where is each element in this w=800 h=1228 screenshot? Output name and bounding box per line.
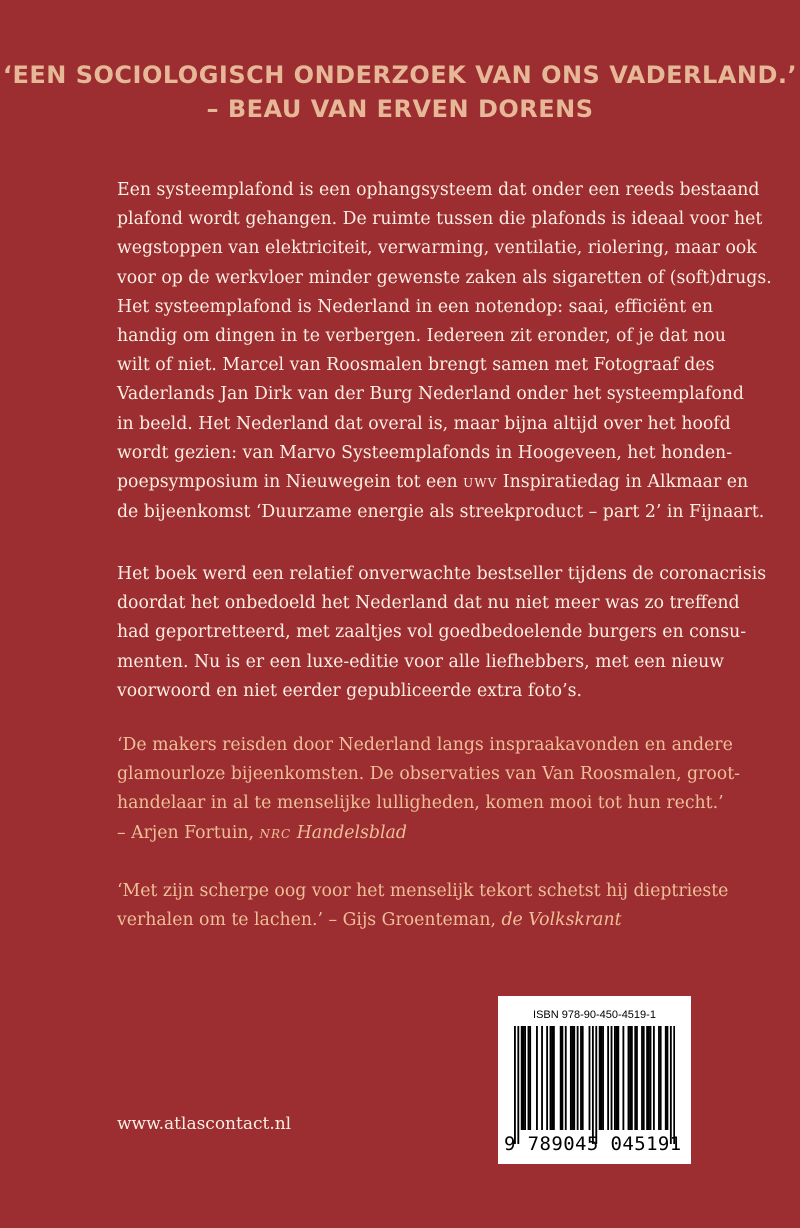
text-line: doordat het onbedoeld het Nederland dat nu niet meer was zo treffend: [117, 593, 740, 614]
quote-line: glamourloze bijeenkomsten. De observaties van Van Roosmalen, groot-: [117, 764, 740, 785]
barcode-bar: [550, 1026, 552, 1130]
barcode-bar: [628, 1026, 630, 1130]
barcode-bar: [658, 1026, 660, 1130]
barcode-bar: [653, 1026, 655, 1130]
barcode-bar: [614, 1026, 616, 1130]
barcode-guard-bar: [517, 1026, 519, 1144]
barcode-bar: [577, 1026, 579, 1130]
barcode-guard-bar: [595, 1026, 597, 1144]
barcode-bar: [589, 1026, 591, 1130]
text-line: wilt of niet. Marcel van Roosmalen brengt samen met Fotograaf des: [117, 355, 715, 376]
text-line: [117, 468, 749, 498]
review-quote-1: [117, 731, 740, 849]
text-line: had geportretteerd, met zaaltjes vol goedbedoelende burgers en consu-: [117, 622, 747, 643]
barcode-bar: [646, 1026, 648, 1130]
text-line: Vaderlands Jan Dirk van der Burg Nederland onder het systeemplafond: [117, 384, 744, 405]
source-smallcaps: NRC: [259, 826, 292, 841]
quote-line: handelaar in al te menselijke lulligheden, komen mooi tot hun recht.’: [117, 793, 724, 814]
barcode-bar: [570, 1026, 572, 1130]
barcode-bar: [521, 1026, 523, 1130]
barcode-bar: [617, 1026, 619, 1130]
barcode-bar: [602, 1026, 604, 1130]
source-title: de Volkskrant: [501, 910, 622, 931]
barcode-bar: [528, 1026, 530, 1130]
barcode-bar: [599, 1026, 601, 1130]
barcode-guard-bar: [670, 1026, 672, 1144]
barcode-bar: [551, 1026, 553, 1130]
text-line: menten. Nu is er een luxe-editie voor alle liefhebbers, met een nieuw: [117, 651, 725, 672]
text-line: handig om dingen in te verbergen. Iedereen zit eronder, of je dat nou: [117, 326, 726, 347]
isbn-label: ISBN 978-90-450-4519-1: [533, 1009, 656, 1021]
isbn-digits: 9 789045 045191: [504, 1133, 682, 1155]
quote-line: [117, 906, 717, 935]
barcode-bar: [600, 1026, 602, 1130]
barcode-bar: [546, 1026, 548, 1130]
text-line: Een systeemplafond is een ophangsysteem dat onder een reeds bestaand: [117, 180, 760, 200]
text-line: in beeld. Het Nederland dat overal is, maar bijna altijd over het hoofd: [117, 413, 731, 434]
barcode-bar: [636, 1026, 638, 1130]
blurb-paragraph-2: [117, 560, 767, 706]
barcode-bar: [573, 1026, 575, 1130]
barcode-bar: [561, 1026, 563, 1130]
barcode-bar: [634, 1026, 636, 1130]
quote-line: ‘Met zijn scherpe oog voor het menselijk tekort schetst hij dieptrieste: [117, 881, 729, 901]
barcode-bar: [582, 1026, 584, 1130]
review-quote-2: [117, 877, 729, 935]
reviewer: – Arjen Fortuin,: [117, 822, 260, 843]
barcode-bar: [629, 1026, 631, 1130]
barcode-bar: [524, 1026, 526, 1130]
barcode-bar: [631, 1026, 633, 1130]
text-segment: Inspiratiedag in Alkmaar en: [497, 472, 749, 493]
text-line: Het boek werd een relatief onverwachte bestseller tijdens de coronacrisis: [117, 564, 767, 584]
barcode-bar: [667, 1026, 669, 1130]
barcode-guard-bar: [592, 1026, 594, 1144]
quote-attribution: [117, 819, 717, 849]
barcode-bar: [536, 1026, 538, 1130]
barcode-bar: [611, 1026, 613, 1130]
headline-attribution: – BEAU VAN ERVEN DORENS: [206, 95, 594, 123]
barcode-bars: [514, 1026, 675, 1144]
headline-quote: ‘EEN SOCIOLOGISCH ONDERZOEK VAN ONS VADERLAND.’: [2, 61, 798, 89]
text-line: wegstoppen van elektriciteit, verwarming, ventilatie, riolering, maar ook: [117, 238, 757, 259]
barcode-bar: [660, 1026, 662, 1130]
barcode-bar: [622, 1026, 624, 1130]
quote-line: ‘De makers reisden door Nederland langs inspraakavonden en andere: [117, 735, 733, 755]
barcode-bar: [665, 1026, 667, 1130]
barcode-bar: [529, 1026, 531, 1130]
barcode-bar: [641, 1026, 643, 1130]
text-segment: poepsymposium in Nieuwegein tot een: [117, 472, 458, 493]
blurb-paragraph-1: [117, 176, 772, 527]
barcode-bar: [522, 1026, 524, 1130]
barcode-bar: [648, 1026, 650, 1130]
text-line: voor op de werkvloer minder gewenste zaken als sigaretten of (soft)drugs.: [117, 267, 772, 288]
source-title: Handelsblad: [296, 822, 407, 843]
barcode-bar: [580, 1026, 582, 1130]
text-line: wordt gezien: van Marvo Systeemplafonds in Hoogeveen, het honden-: [117, 442, 733, 463]
publisher-website[interactable]: www.atlascontact.nl: [117, 1114, 292, 1134]
uwv-smallcaps: UWV: [463, 476, 498, 491]
barcode-bar: [643, 1026, 645, 1130]
text-line: de bijeenkomst ‘Duurzame energie als streekproduct – part 2’ in Fijnaart.: [117, 502, 765, 523]
back-cover-headline: [0, 58, 800, 126]
barcode-bar: [560, 1026, 562, 1130]
text-line: voorwoord en niet eerder gepubliceerde extra foto’s.: [117, 680, 582, 701]
text-line: Het systeemplafond is Nederland in een notendop: saai, efficiënt en: [117, 296, 713, 317]
barcode-bar: [553, 1026, 555, 1130]
barcode-bar: [607, 1026, 609, 1130]
barcode-bar: [616, 1026, 618, 1130]
barcode-guard-bar: [673, 1026, 675, 1144]
barcode-bar: [572, 1026, 574, 1130]
barcode-bar: [650, 1026, 652, 1130]
barcode-bar: [565, 1026, 567, 1130]
quote-text: verhalen om te lachen.’ – Gijs Groenteman,: [117, 910, 502, 931]
text-line: plafond wordt gehangen. De ruimte tussen die plafonds is ideaal voor het: [117, 209, 763, 230]
barcode-bar: [541, 1026, 543, 1130]
isbn-barcode: [498, 996, 691, 1164]
barcode-guard-bar: [514, 1026, 516, 1144]
